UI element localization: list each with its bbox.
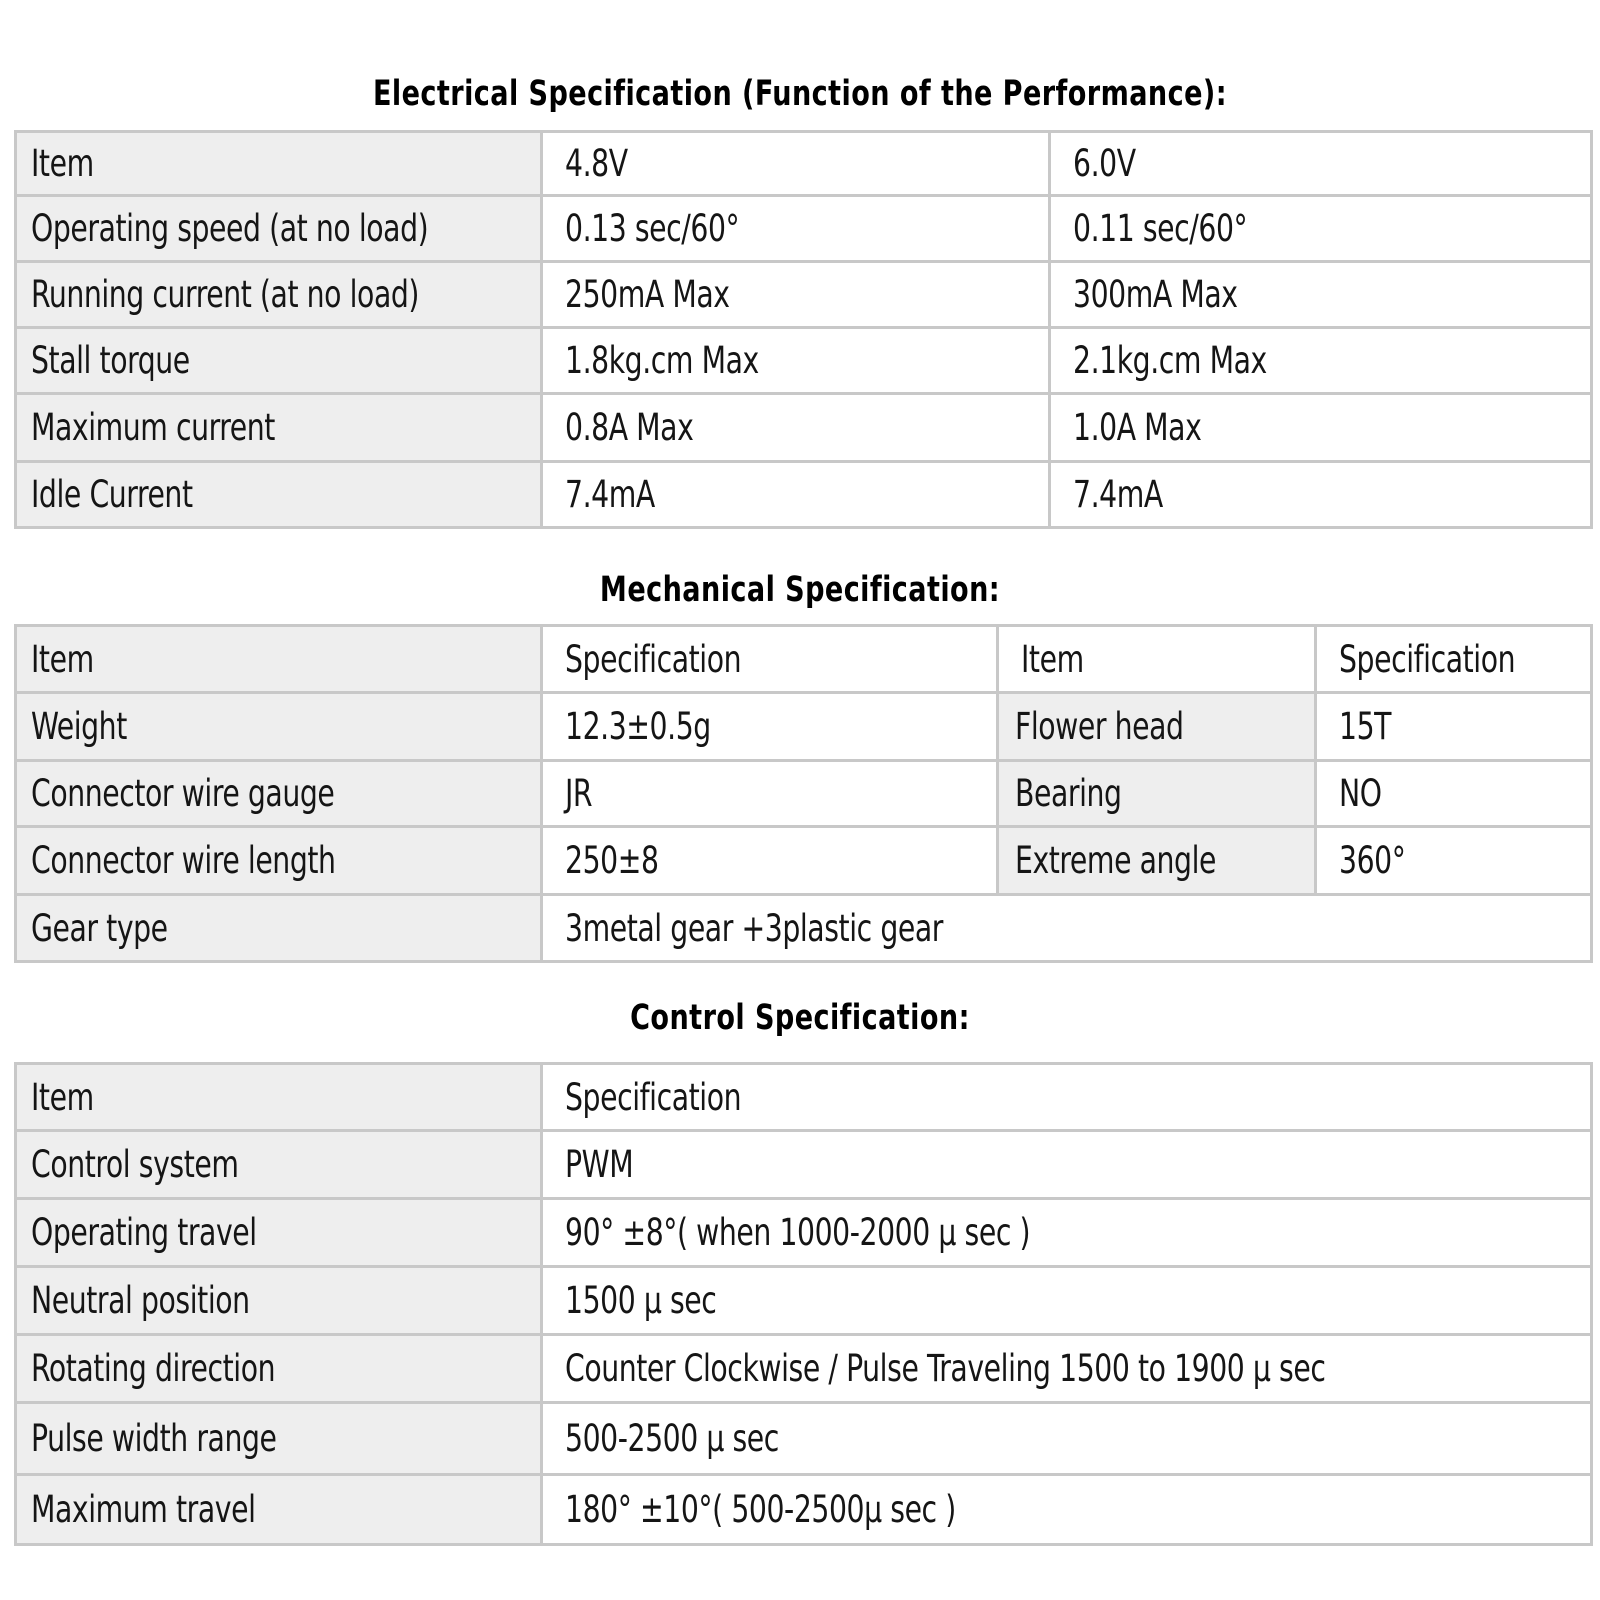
row-label: Control system [16,1131,542,1199]
electrical-header-6-0v: 6.0V [1050,132,1592,196]
row-label: Stall torque [16,328,542,394]
table-row [16,132,1592,196]
row-label: Gear type [16,895,542,962]
row-label: Weight [16,693,542,761]
mechanical-header-specification-2: Specification [1316,626,1592,693]
row-label: Bearing [998,761,1316,827]
table-row [16,1403,1592,1475]
table-row [16,196,1592,262]
cell-value: PWM [542,1131,1592,1199]
cell-value: 15T [1316,693,1592,761]
row-label: Maximum travel [16,1475,542,1545]
cell-value: 300mA Max [1050,262,1592,328]
cell-value: 1.0A Max [1050,394,1592,462]
table-row [16,1335,1592,1403]
cell-value: 1500 μ sec [542,1267,1592,1335]
row-label: Neutral position [16,1267,542,1335]
table-row [16,626,1592,693]
row-label: Connector wire length [16,827,542,895]
cell-value: 180° ±10°( 500-2500μ sec ) [542,1475,1592,1545]
cell-value: NO [1316,761,1592,827]
control-header-item: Item [16,1064,542,1131]
mechanical-spec-table [14,624,1593,963]
electrical-header-item: Item [16,132,542,196]
cell-value: 7.4mA [542,462,1050,528]
table-row [16,462,1592,528]
mechanical-header-item: Item [16,626,542,693]
table-row [16,827,1592,895]
cell-value: 12.3±0.5g [542,693,998,761]
cell-value: Counter Clockwise / Pulse Traveling 1500 to 1900 μ sec [542,1335,1592,1403]
cell-value: 1.8kg.cm Max [542,328,1050,394]
cell-value: 90° ±8°( when 1000-2000 μ sec ) [542,1199,1592,1267]
table-row [16,1475,1592,1545]
mechanical-header-specification: Specification [542,626,998,693]
table-row [16,394,1592,462]
electrical-header-4-8v: 4.8V [542,132,1050,196]
table-row [16,328,1592,394]
cell-value: 250±8 [542,827,998,895]
cell-value: JR [542,761,998,827]
row-label: Rotating direction [16,1335,542,1403]
electrical-spec-table [14,130,1593,529]
mechanical-section-title: Mechanical Specification: [599,570,1001,610]
table-row [16,1199,1592,1267]
row-label: Running current (at no load) [16,262,542,328]
mechanical-header-item-2: Item [998,626,1316,693]
cell-value: 2.1kg.cm Max [1050,328,1592,394]
cell-value: 3metal gear +3plastic gear [542,895,1592,962]
cell-value: 250mA Max [542,262,1050,328]
cell-value: 360° [1316,827,1592,895]
table-row [16,1131,1592,1199]
row-label: Extreme angle [998,827,1316,895]
table-row [16,895,1592,962]
row-label: Connector wire gauge [16,761,542,827]
electrical-section-title: Electrical Specification (Function of the Performance): [372,74,1227,114]
cell-value: 500-2500 μ sec [542,1403,1592,1475]
cell-value: 0.11 sec/60° [1050,196,1592,262]
row-label: Idle Current [16,462,542,528]
control-section-title: Control Specification: [630,998,970,1038]
cell-value: 7.4mA [1050,462,1592,528]
table-row [16,1064,1592,1131]
control-spec-table [14,1062,1593,1546]
row-label: Flower head [998,693,1316,761]
row-label: Pulse width range [16,1403,542,1475]
table-row [16,1267,1592,1335]
cell-value: 0.13 sec/60° [542,196,1050,262]
row-label: Maximum current [16,394,542,462]
row-label: Operating travel [16,1199,542,1267]
cell-value: 0.8A Max [542,394,1050,462]
table-row [16,761,1592,827]
row-label: Operating speed (at no load) [16,196,542,262]
table-row [16,693,1592,761]
control-header-specification: Specification [542,1064,1592,1131]
table-row [16,262,1592,328]
